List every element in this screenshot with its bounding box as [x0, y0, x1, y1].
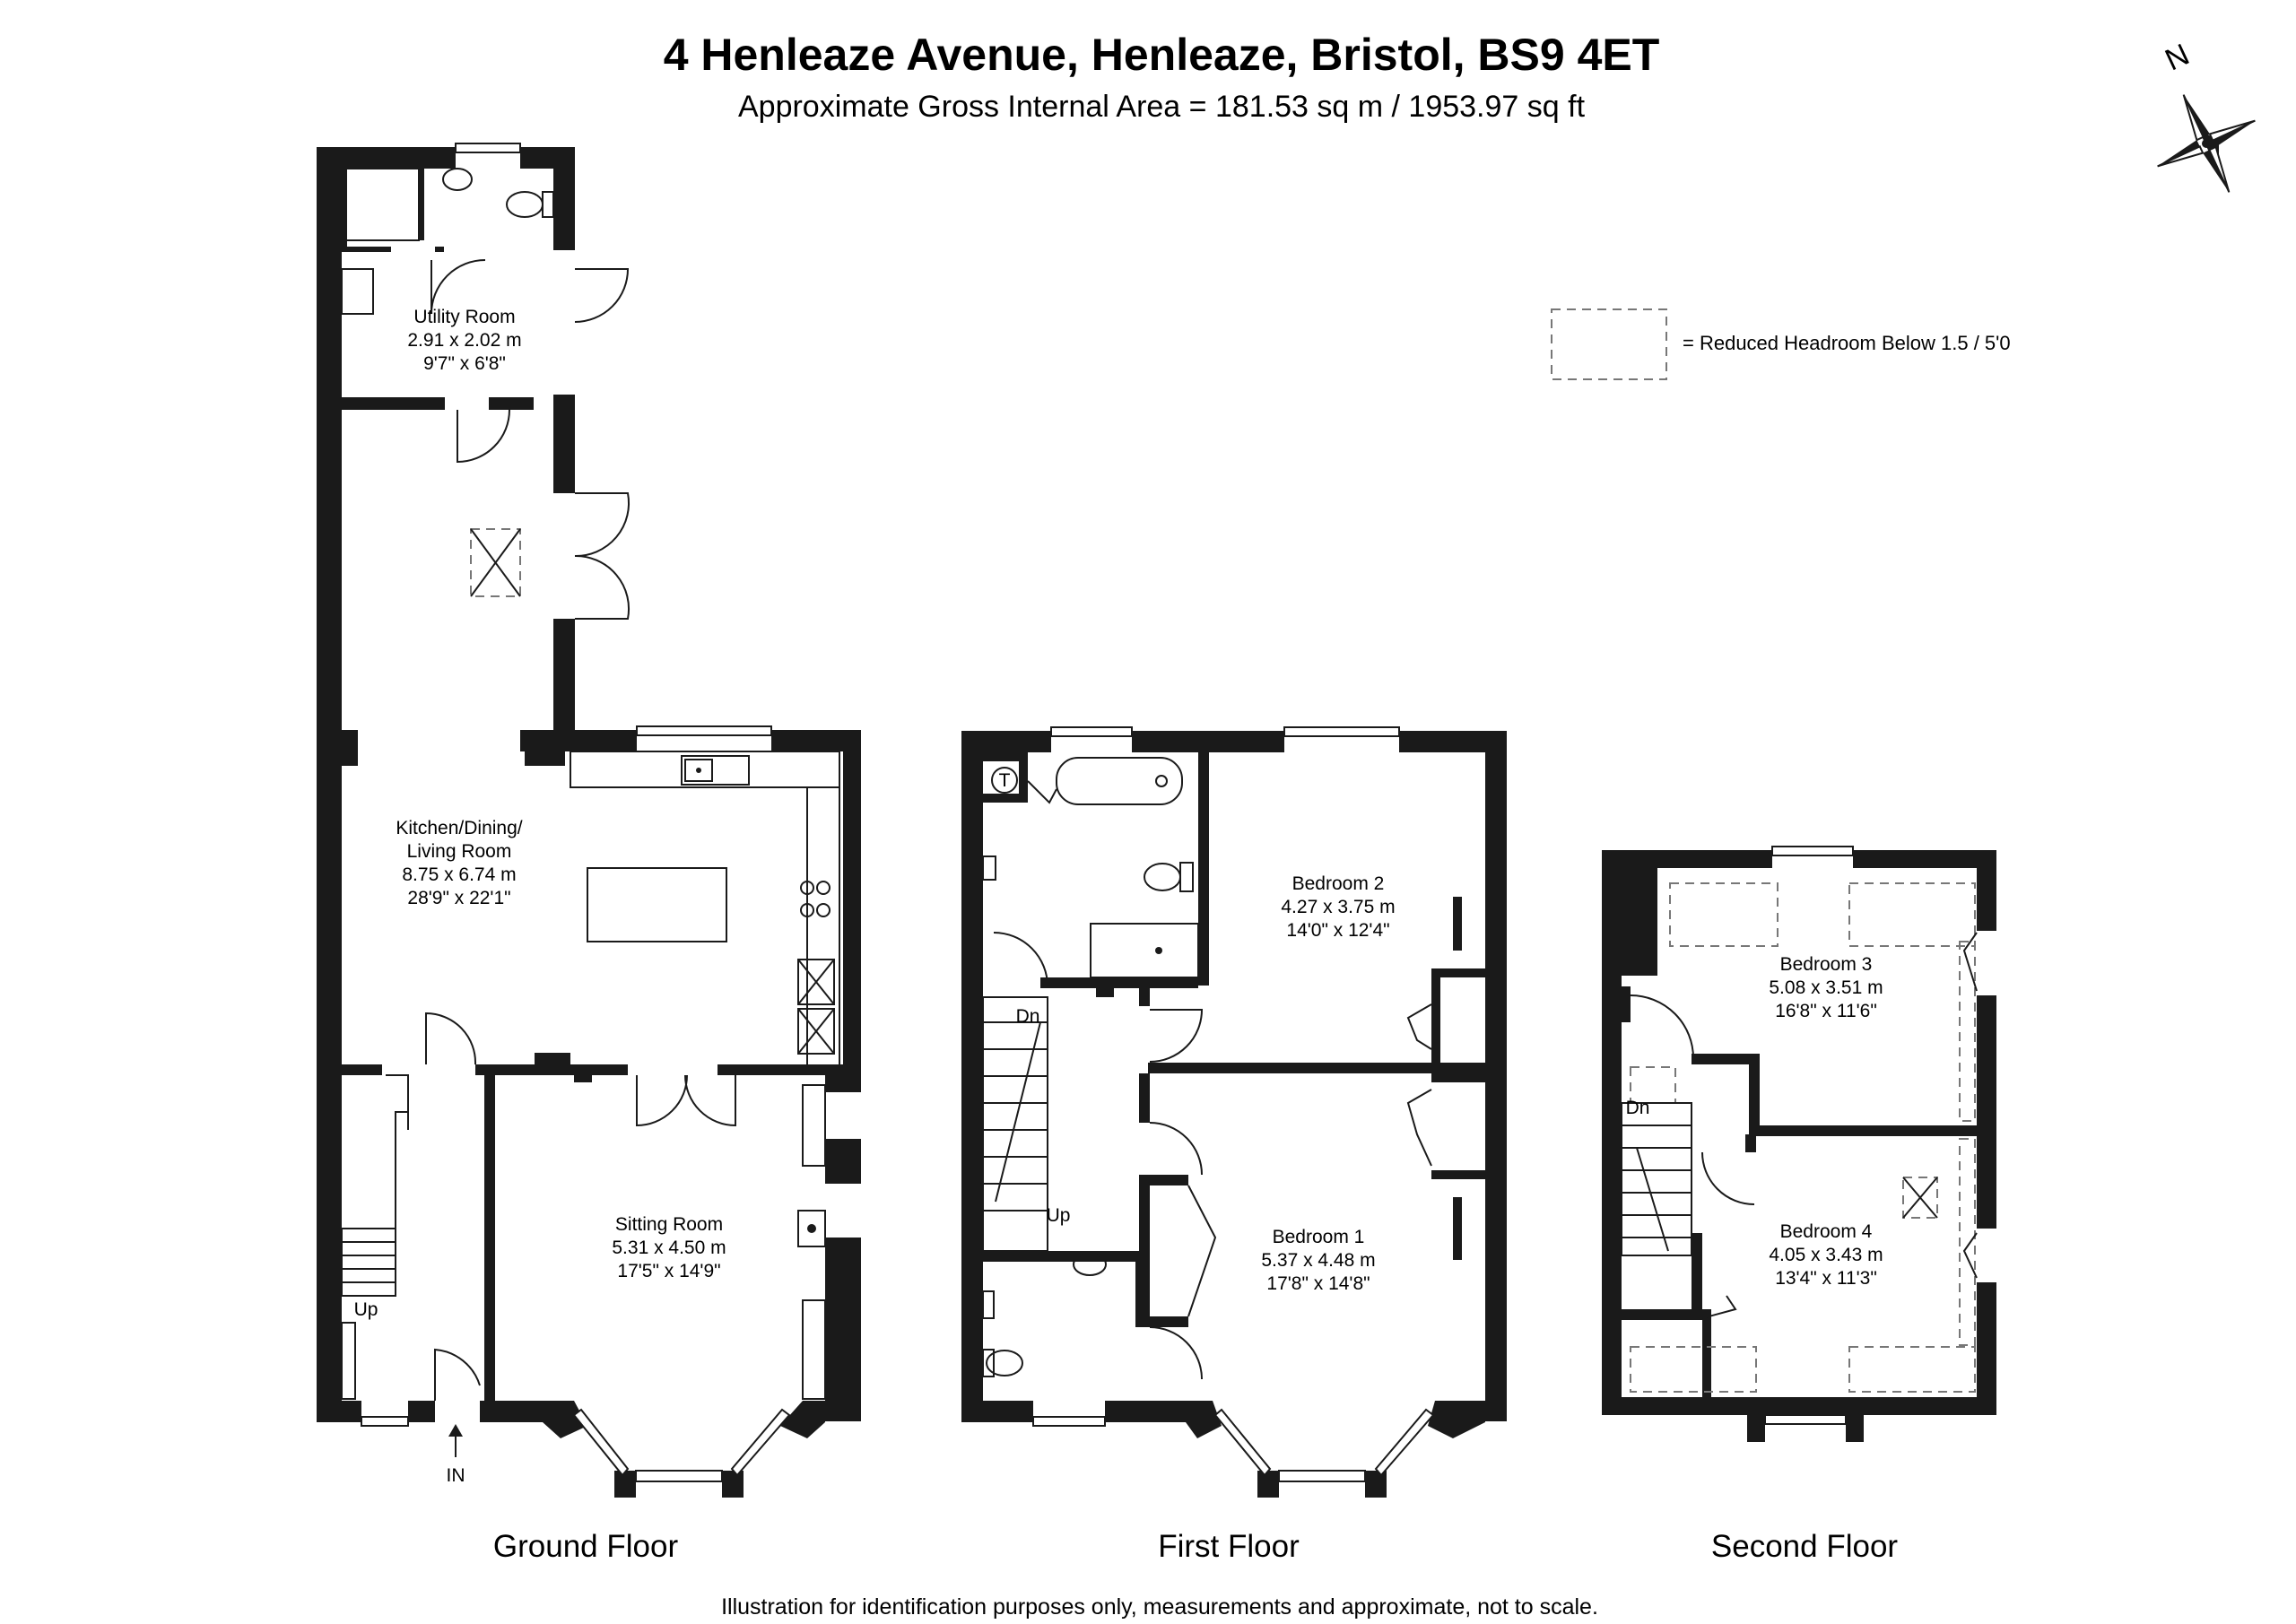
first-floor-label: First Floor: [1158, 1529, 1300, 1564]
second-floor-plan: [1602, 847, 1996, 1442]
reduced-headroom-legend-swatch: [1552, 309, 1666, 379]
ground-floor-label: Ground Floor: [492, 1529, 679, 1564]
room-bedroom-3-imperial: 16'8" x 11'6": [1775, 1001, 1877, 1021]
room-bedroom-2-name: Bedroom 2: [1292, 873, 1385, 894]
room-kitchen-name-line1: Kitchen/Dining/: [396, 818, 523, 838]
room-utility-name: Utility Room: [413, 307, 516, 327]
compass-rose-icon: [2154, 91, 2258, 195]
room-kitchen: [396, 818, 522, 908]
room-bedroom-4-metric: 4.05 x 3.43 m: [1769, 1245, 1883, 1265]
water-tank-label: T: [998, 770, 1011, 791]
room-utility-metric: 2.91 x 2.02 m: [407, 330, 522, 351]
room-bedroom-1: [1261, 1227, 1375, 1294]
room-sitting-name: Sitting Room: [614, 1214, 724, 1235]
room-kitchen-name-line2: Living Room: [406, 841, 512, 862]
disclaimer-footer: Illustration for identification purposes only, measurements and approximate, not to scale.: [721, 1594, 1598, 1620]
area-subtitle: Approximate Gross Internal Area = 181.53 sq m / 1953.97 sq ft: [737, 90, 1586, 124]
room-kitchen-imperial: 28'9" x 22'1": [407, 888, 511, 908]
room-utility-imperial: 9'7" x 6'8": [423, 353, 506, 374]
room-bedroom-3-name: Bedroom 3: [1779, 954, 1873, 975]
room-bedroom-4-imperial: 13'4" x 11'3": [1775, 1268, 1877, 1289]
first-stairs-up-label: Up: [1046, 1205, 1071, 1226]
room-bedroom-4: [1769, 1221, 1883, 1289]
property-title: 4 Henleaze Avenue, Henleaze, Bristol, BS9 4ET: [663, 30, 1660, 80]
room-bedroom-1-name: Bedroom 1: [1272, 1227, 1365, 1247]
room-bedroom-1-imperial: 17'8" x 14'8": [1266, 1273, 1370, 1294]
room-sitting: [612, 1214, 726, 1281]
room-bedroom-1-metric: 5.37 x 4.48 m: [1261, 1250, 1376, 1271]
room-kitchen-metric: 8.75 x 6.74 m: [402, 864, 517, 885]
entrance-label: IN: [446, 1465, 465, 1486]
room-bedroom-3-metric: 5.08 x 3.51 m: [1769, 977, 1883, 998]
compass-north-label: N: [2160, 37, 2195, 78]
room-utility: [407, 307, 521, 374]
ground-stairs-up-label: Up: [353, 1299, 378, 1320]
room-bedroom-2-metric: 4.27 x 3.75 m: [1281, 897, 1396, 917]
second-floor-label: Second Floor: [1710, 1529, 1899, 1564]
room-bedroom-2-imperial: 14'0" x 12'4": [1286, 920, 1390, 941]
room-bedroom-4-name: Bedroom 4: [1779, 1221, 1873, 1242]
room-bedroom-3: [1769, 954, 1883, 1021]
second-stairs-down-label: Dn: [1625, 1098, 1650, 1118]
first-stairs-down-label: Dn: [1015, 1006, 1040, 1027]
room-bedroom-2: [1281, 873, 1395, 941]
room-sitting-imperial: 17'5" x 14'9": [617, 1261, 721, 1281]
room-sitting-metric: 5.31 x 4.50 m: [612, 1238, 726, 1258]
reduced-headroom-legend-text: = Reduced Headroom Below 1.5 / 5'0: [1683, 332, 2011, 354]
first-floor-plan: [961, 727, 1507, 1498]
